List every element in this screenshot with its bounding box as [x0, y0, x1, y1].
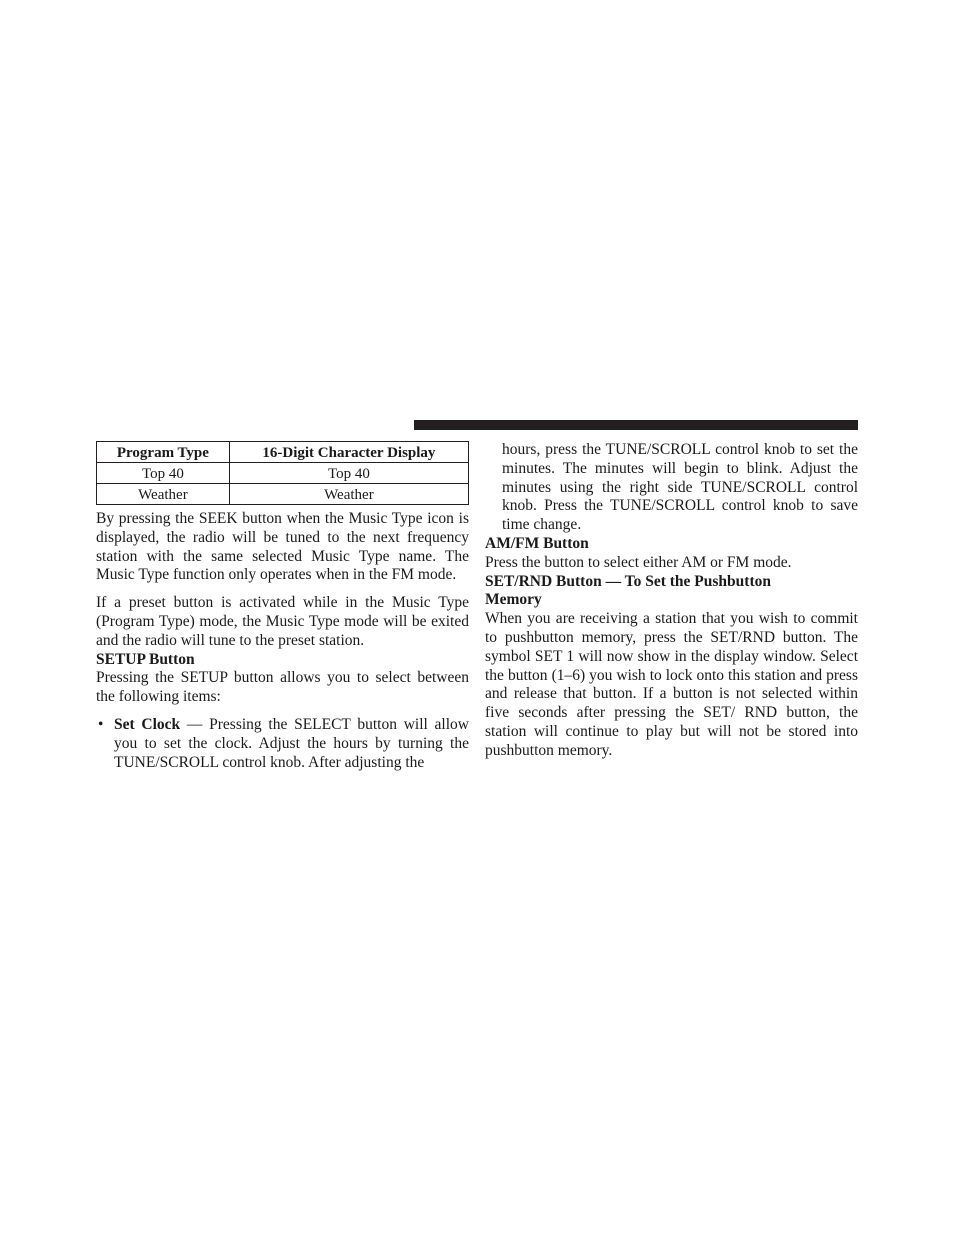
bullet-icon: •: [98, 715, 104, 733]
amfm-paragraph: Press the button to select either AM or FM mode.: [485, 553, 792, 571]
set-clock-term: Set Clock: [114, 715, 181, 733]
setup-paragraph: Pressing the SETUP button allows you to select between the following items:: [96, 669, 469, 706]
set-clock-text: — Pressing the SELECT button will allow you to set the clock. Adjust the hours by turning the TUNE/SCROLL control knob. After adjusting the: [114, 715, 469, 771]
setrnd-heading-line1: SET/RND Button — To Set the Pushbutton: [485, 572, 771, 590]
section-header-bar: [414, 420, 858, 430]
preset-paragraph: If a preset button is activated while in the Music Type (Program Type) mode, the Music Type mode will be exited and the radio will tune to the preset station.: [96, 594, 469, 649]
amfm-heading: AM/FM Button: [485, 534, 589, 552]
table-cell: Top 40: [229, 463, 468, 484]
table-row: [97, 463, 469, 484]
table-header-program-type: Program Type: [97, 442, 230, 463]
program-type-table: [96, 441, 469, 505]
table-cell: Weather: [97, 484, 230, 505]
table-cell: Top 40: [97, 463, 230, 484]
setrnd-paragraph: When you are receiving a station that you wish to commit to pushbutton memory, press the SET/RND button. The symbol SET 1 will now show in the display window. Select the button (1–6) you wish to lock onto this station and press and release that button. If a button is not selected within five seconds after pressing the SET/ RND button, the station will continue to play but will not be stored into pushbutton memory.: [485, 610, 858, 759]
left-column: [96, 441, 469, 772]
table-row: [97, 484, 469, 505]
table-cell: Weather: [229, 484, 468, 505]
setrnd-heading-line2: Memory: [485, 591, 542, 609]
list-item: [96, 716, 469, 772]
right-column: [485, 441, 858, 761]
seek-paragraph: By pressing the SEEK button when the Music Type icon is displayed, the radio will be tuned to the next frequency station with the same selected Music Type name. The Music Type function only operates when in the FM mode.: [96, 510, 469, 584]
setup-heading: SETUP Button: [96, 650, 195, 668]
setup-items-list: [96, 716, 469, 772]
table-header-character-display: 16-Digit Character Display: [229, 442, 468, 463]
setrnd-heading: [485, 573, 858, 611]
set-clock-continuation: hours, press the TUNE/SCROLL control knob to set the minutes. The minutes will begin to blink. Adjust the minutes using the right side TUNE/SCROLL control knob. Press the TUNE/SCROLL control knob to save time change.: [502, 441, 858, 534]
table-header-row: [97, 442, 469, 463]
